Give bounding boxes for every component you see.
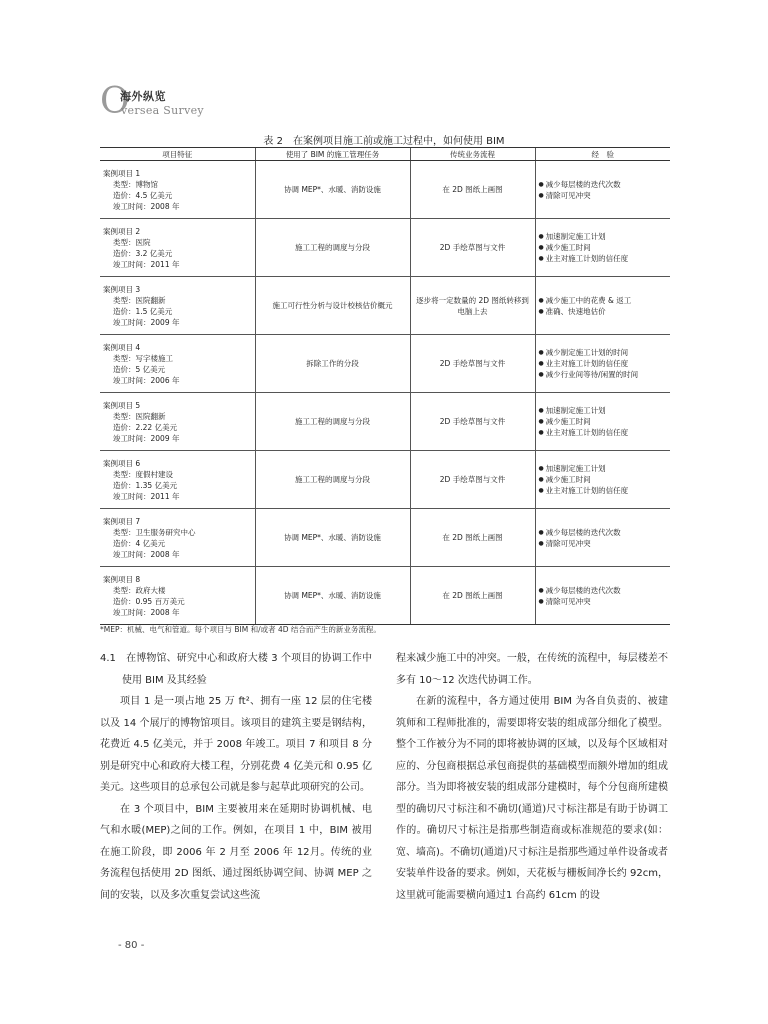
experience-item: ● 减少施工时间: [539, 416, 668, 427]
left-column: [100, 648, 372, 906]
project-attribute: 类型：度假村建设: [113, 469, 173, 479]
project-attribute: 竣工时间：2009 年: [113, 317, 180, 327]
table-row: [100, 567, 670, 625]
project-attribute: 造价：0.95 百万美元: [113, 596, 185, 606]
experience-item: ● 清除可见冲突: [539, 596, 668, 607]
project-attribute: 造价：3.2 亿美元: [113, 248, 173, 258]
project-attribute: 类型：医院翻新: [113, 411, 166, 421]
experience-item: ● 业主对施工计划的信任度: [539, 485, 668, 496]
project-attribute: 造价：2.22 亿美元: [113, 422, 178, 432]
project-attribute: 造价：1.5 亿美元: [113, 306, 173, 316]
experience-item: ● 加速制定施工计划: [539, 405, 668, 416]
task-cell: 施工工程的调度与分段: [255, 451, 410, 509]
project-attribute: 竣工时间：2011 年: [113, 259, 180, 269]
traditional-cell: 2D 手绘草图与文件: [410, 393, 535, 451]
project-attribute: 竣工时间：2008 年: [113, 607, 180, 617]
traditional-cell: 2D 手绘草图与文件: [410, 219, 535, 277]
bim-case-table: [100, 147, 670, 625]
task-cell: 施工可行性分析与设计校核估价概元: [255, 277, 410, 335]
header-task: 使用了 BIM 的施工管理任务: [255, 148, 410, 161]
project-attribute: 造价：1.35 亿美元: [113, 480, 178, 490]
project-attribute: 竣工时间：2011 年: [113, 491, 180, 501]
project-cell: [100, 451, 255, 509]
project-cell: [100, 219, 255, 277]
experience-cell: [535, 393, 670, 451]
experience-item: ● 清除可见冲突: [539, 538, 668, 549]
table-row: [100, 219, 670, 277]
project-attribute: 类型：政府大楼: [113, 585, 166, 595]
project-attribute: 竣工时间：2008 年: [113, 549, 180, 559]
project-cell: [100, 509, 255, 567]
task-cell: 协调 MEP*、水暖、消防设施: [255, 567, 410, 625]
project-cell: [100, 277, 255, 335]
table-footnote: *MEP：机械、电气和管道。每个项目与 BIM 和/或者 4D 结合而产生的新业务流程。: [100, 625, 381, 634]
table-caption: 表 2 在案例项目施工前或施工过程中，如何使用 BIM: [263, 136, 505, 147]
traditional-cell: 2D 手绘草图与文件: [410, 335, 535, 393]
project-name: 案例项目 5: [103, 400, 141, 410]
experience-item: ● 清除可见冲突: [539, 190, 668, 201]
project-attribute: 造价：5 亿美元: [113, 364, 166, 374]
section-heading: 4.1 在博物馆、研究中心和政府大楼 3 个项目的协调工作中使用 BIM 及其经验: [100, 653, 372, 686]
project-attribute: 类型：医院: [113, 237, 151, 247]
project-attribute: 竣工时间：2008 年: [113, 201, 180, 211]
header-title-cn: 海外纵览: [120, 90, 166, 103]
project-cell: [100, 393, 255, 451]
experience-item: ● 减少每层楼的迭代次数: [539, 179, 668, 190]
journal-header: [100, 81, 220, 122]
experience-item: ● 业主对施工计划的信任度: [539, 358, 668, 369]
experience-item: ● 准确、快速地估价: [539, 306, 668, 317]
project-attribute: 类型：卫生服务研究中心: [113, 527, 196, 537]
experience-cell: [535, 161, 670, 219]
experience-item: ● 业主对施工计划的信任度: [539, 427, 668, 438]
traditional-cell: 在 2D 图纸上画图: [410, 567, 535, 625]
project-name: 案例项目 7: [103, 516, 141, 526]
task-cell: 协调 MEP*、水暖、消防设施: [255, 161, 410, 219]
table-row: [100, 277, 670, 335]
header-traditional: 传统业务流程: [410, 148, 535, 161]
experience-cell: [535, 219, 670, 277]
experience-item: ● 减少每层楼的迭代次数: [539, 527, 668, 538]
experience-item: ● 减少施工时间: [539, 474, 668, 485]
experience-item: ● 加速制定施工计划: [539, 231, 668, 242]
traditional-cell: 2D 手绘草图与文件: [410, 451, 535, 509]
project-cell: [100, 335, 255, 393]
project-attribute: 造价：4.5 亿美元: [113, 190, 173, 200]
page-number: - 80 -: [118, 940, 145, 951]
table-row: [100, 393, 670, 451]
project-name: 案例项目 3: [103, 284, 141, 294]
experience-cell: [535, 335, 670, 393]
project-name: 案例项目 6: [103, 458, 141, 468]
right-column: [396, 648, 668, 906]
project-attribute: 竣工时间：2009 年: [113, 433, 180, 443]
project-attribute: 类型：写字楼施工: [113, 353, 173, 363]
experience-item: ● 减少施工中的花费 & 返工: [539, 295, 668, 306]
project-name: 案例项目 2: [103, 226, 141, 236]
traditional-cell: 在 2D 图纸上画图: [410, 509, 535, 567]
project-attribute: 造价：4 亿美元: [113, 538, 166, 548]
project-name: 案例项目 4: [103, 342, 141, 352]
traditional-cell: 逐步将一定数量的 2D 图纸转移到电脑上去: [410, 277, 535, 335]
table-row: [100, 161, 670, 219]
project-name: 案例项目 1: [103, 168, 141, 178]
paragraph: 在新的流程中，各方通过使用 BIM 为各自负责的、被建筑师和工程师批准的，需要即将安装的组成部分细化了模型。整个工作被分为不同的即将被协调的区域，以及每个区域相对应的、分包商根据总承包商提供的基础模型而额外增加的组成部分。当为即将被安装的组成部分建模时，每个分包商所建模型的确切尺寸标注和不确切(通道)尺寸标注都是有助于协调工作的。确切尺寸标注是指那些制造商或标准规范的要求(如：宽、墙高)。不确切(通道)尺寸标注是指那些通过单件设备或者安装单件设备的要求。例如，天花板与栅板间净长约 92cm，这里就可能需要横向通过1 台高约 61cm 的设: [396, 696, 668, 901]
task-cell: 拆除工作的分段: [255, 335, 410, 393]
experience-item: ● 加速制定施工计划: [539, 463, 668, 474]
experience-item: ● 业主对施工计划的信任度: [539, 253, 668, 264]
table-row: [100, 335, 670, 393]
project-cell: [100, 161, 255, 219]
traditional-cell: 在 2D 图纸上画图: [410, 161, 535, 219]
experience-item: ● 减少制定施工计划的时间: [539, 347, 668, 358]
header-project: 项目特征: [100, 148, 255, 161]
paragraph: 程来减少施工中的冲突。一般，在传统的流程中，每层楼差不多有 10～12 次迭代协调工作。: [396, 653, 668, 686]
paragraph: 项目 1 是一项占地 25 万 ft²、拥有一座 12 层的住宅楼以及 14 个展厅的博物馆项目。该项目的建筑主要是钢结构，花费近 4.5 亿美元，并于 2008 年竣工。项目 7 和项目 8 分别是研究中心和政府大楼工程，分别花费 4 亿美元和 0.95 亿美元。这些项目的总承包公司就是参与起草此项研究的公司。: [100, 696, 372, 793]
table-header-row: [100, 148, 670, 161]
experience-cell: [535, 567, 670, 625]
header-experience: 经 验: [535, 148, 670, 161]
table-row: [100, 509, 670, 567]
paragraph: 在 3 个项目中，BIM 主要被用来在延期时协调机械、电气和水暖(MEP)之间的工作。例如，在项目 1 中，BIM 被用在施工阶段，即 2006 年 2 月至 2006 年 12月。传统的业务流程包括使用 2D 图纸、通过图纸协调空间、协调 MEP 之间的安装，以及多次重复尝试这些流: [100, 803, 372, 901]
experience-cell: [535, 509, 670, 567]
experience-item: ● 减少施工时间: [539, 242, 668, 253]
header-title-en: versea Survey: [121, 104, 204, 117]
experience-item: ● 减少行业间等待/闲置的时间: [539, 369, 668, 380]
task-cell: 施工工程的调度与分段: [255, 393, 410, 451]
table-row: [100, 451, 670, 509]
project-cell: [100, 567, 255, 625]
project-name: 案例项目 8: [103, 574, 141, 584]
project-attribute: 类型：医院翻新: [113, 295, 166, 305]
project-attribute: 竣工时间：2006 年: [113, 375, 180, 385]
task-cell: 协调 MEP*、水暖、消防设施: [255, 509, 410, 567]
project-attribute: 类型：博物馆: [113, 179, 158, 189]
experience-cell: [535, 451, 670, 509]
task-cell: 施工工程的调度与分段: [255, 219, 410, 277]
header-big-letter: O: [100, 81, 130, 122]
experience-item: ● 减少每层楼的迭代次数: [539, 585, 668, 596]
experience-cell: [535, 277, 670, 335]
